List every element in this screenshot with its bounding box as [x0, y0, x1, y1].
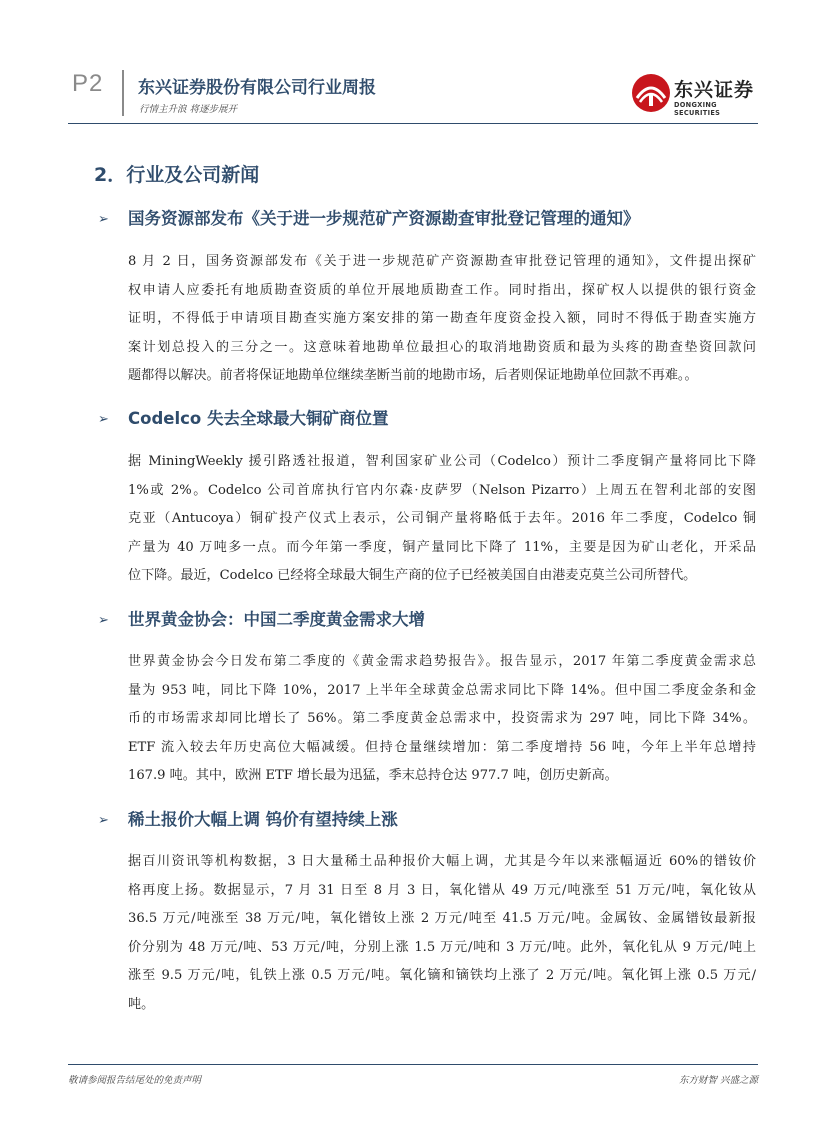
- paragraph-line: 位下降。最近，Codelco 已经将全球最大铜生产商的位子已经被美国自由港麦克莫兰公司所替代。: [128, 568, 697, 583]
- logo-emblem-icon: [630, 72, 672, 114]
- company-report-title: 东兴证券股份有限公司行业周报: [138, 78, 376, 98]
- paragraph-line: 36.5 万元/吨涨至 38 万元/吨，氧化镨钕上涨 2 万元/吨至 41.5 万元/吨。金属钕、金属镨钕最新报: [128, 911, 756, 926]
- news-heading-text: 国务资源部发布《关于进一步规范矿产资源勘查审批登记管理的通知》: [128, 209, 640, 228]
- news-heading-text: 稀土报价大幅上调 钨价有望持续上涨: [128, 810, 398, 829]
- paragraph-line: 价分别为 48 万元/吨、53 万元/吨，分别上涨 1.5 万元/吨和 3 万元/吨。此外，氧化钆从 9 万元/吨上: [128, 939, 756, 955]
- paragraph-line: 量为 953 吨，同比下降 10%，2017 上半年全球黄金总需求同比下降 14%。但中国二季度金条和金: [128, 682, 756, 698]
- news-heading-text: 世界黄金协会：中国二季度黄金需求大增: [128, 610, 425, 629]
- paragraph-line: 据 MiningWeekly 援引路透社报道，智利国家矿业公司（Codelco）预计二季度铜产量将同比下降: [128, 454, 756, 469]
- news-heading-2: [98, 405, 388, 429]
- paragraph-line: 权申请人应委托有地质勘查资质的单位开展地质勘查工作。同时指出，探矿权人以提供的银行资金: [128, 282, 756, 298]
- paragraph-line: 吨。: [128, 996, 155, 1012]
- paragraph-line: 167.9 吨。其中，欧洲 ETF 增长最为迅猛，季末总持仓达 977.7 吨，创历史新高。: [128, 768, 618, 783]
- paragraph-line: 产量为 40 万吨多一点。而今年第一季度，铜产量同比下降了 11%，主要是因为矿山老化，开采品: [128, 539, 756, 555]
- paragraph-line: 8 月 2 日，国务资源部发布《关于进一步规范矿产资源勘查审批登记管理的通知》，文件提出探矿: [128, 254, 756, 269]
- news-paragraph-3: [128, 648, 756, 791]
- paragraph-line: 据百川资讯等机构数据，3 日大量稀土品种报价大幅上调，尤其是今年以来涨幅逼近 60%的镨钕价: [128, 854, 756, 869]
- news-heading-4: [98, 806, 398, 830]
- arrow-bullet-icon: ➢: [98, 813, 109, 828]
- arrow-bullet-icon: ➢: [98, 613, 109, 628]
- paragraph-line: ETF 流入较去年历史高位大幅减缓。但持仓量继续增加：第二季度增持 56 吨，今年上半年总增持: [128, 739, 756, 755]
- header-divider: [122, 70, 124, 116]
- paragraph-line: 克亚（Antucoya）铜矿投产仪式上表示，公司铜产量将略低于去年。2016 年二季度，Codelco 铜: [128, 511, 756, 526]
- paragraph-line: 涨至 9.5 万元/吨，钆铁上涨 0.5 万元/吨。氧化镝和镝铁均上涨了 2 万元/吨。氧化铒上涨 0.5 万元/: [128, 968, 756, 983]
- news-paragraph-2: [128, 448, 756, 591]
- paragraph-line: 证明，不得低于申请项目勘查实施方案安排的第一勘查年度资金投入额，同时不得低于勘查实施方: [128, 311, 756, 326]
- news-paragraph-1: [128, 248, 756, 391]
- footer-slogan: 东方财智 兴盛之源: [678, 1075, 758, 1086]
- page-number: P2: [72, 70, 104, 97]
- company-logo: [630, 72, 758, 116]
- report-subtitle: 行情主升浪 将逐步展开: [139, 104, 238, 115]
- arrow-bullet-icon: ➢: [98, 212, 109, 227]
- paragraph-line: 格再度上扬。数据显示，7 月 31 日至 8 月 3 日，氧化镨从 49 万元/吨涨至 51 万元/吨，氧化钕从: [128, 882, 756, 898]
- news-heading-text: Codelco 失去全球最大铜矿商位置: [128, 409, 389, 428]
- arrow-bullet-icon: ➢: [98, 412, 109, 427]
- paragraph-line: 世界黄金协会今日发布第二季度的《黄金需求趋势报告》。报告显示，2017 年第二季度黄金需求总: [128, 654, 756, 669]
- news-heading-3: [98, 606, 425, 630]
- section-title: 2．行业及公司新闻: [94, 164, 260, 186]
- logo-text-cn: 东兴证券: [674, 79, 755, 101]
- header-rule: [68, 123, 758, 124]
- paragraph-line: 题都得以解决。前者将保证地勘单位继续垄断当前的地勘市场，后者则保证地勘单位回款不再难。。: [128, 368, 698, 383]
- paragraph-line: 币的市场需求却同比增长了 56%。第二季度黄金总需求中，投资需求为 297 吨，同比下降 34%。: [128, 711, 756, 726]
- paragraph-line: 1%或 2%。Codelco 公司首席执行官内尔森·皮萨罗（Nelson Pizarro）上周五在智利北部的安图: [128, 482, 756, 498]
- footer-rule: [68, 1064, 758, 1065]
- paragraph-line: 案计划总投入的三分之一。这意味着地勘单位最担心的取消地勘资质和最为头疼的勘查垫资回款问: [128, 339, 756, 355]
- footer-disclaimer: 敬请参阅报告结尾处的免责声明: [68, 1075, 202, 1086]
- news-paragraph-4: [128, 848, 756, 1019]
- news-heading-1: [98, 205, 640, 229]
- logo-text-en: DONGXING SECURITIES: [674, 101, 721, 117]
